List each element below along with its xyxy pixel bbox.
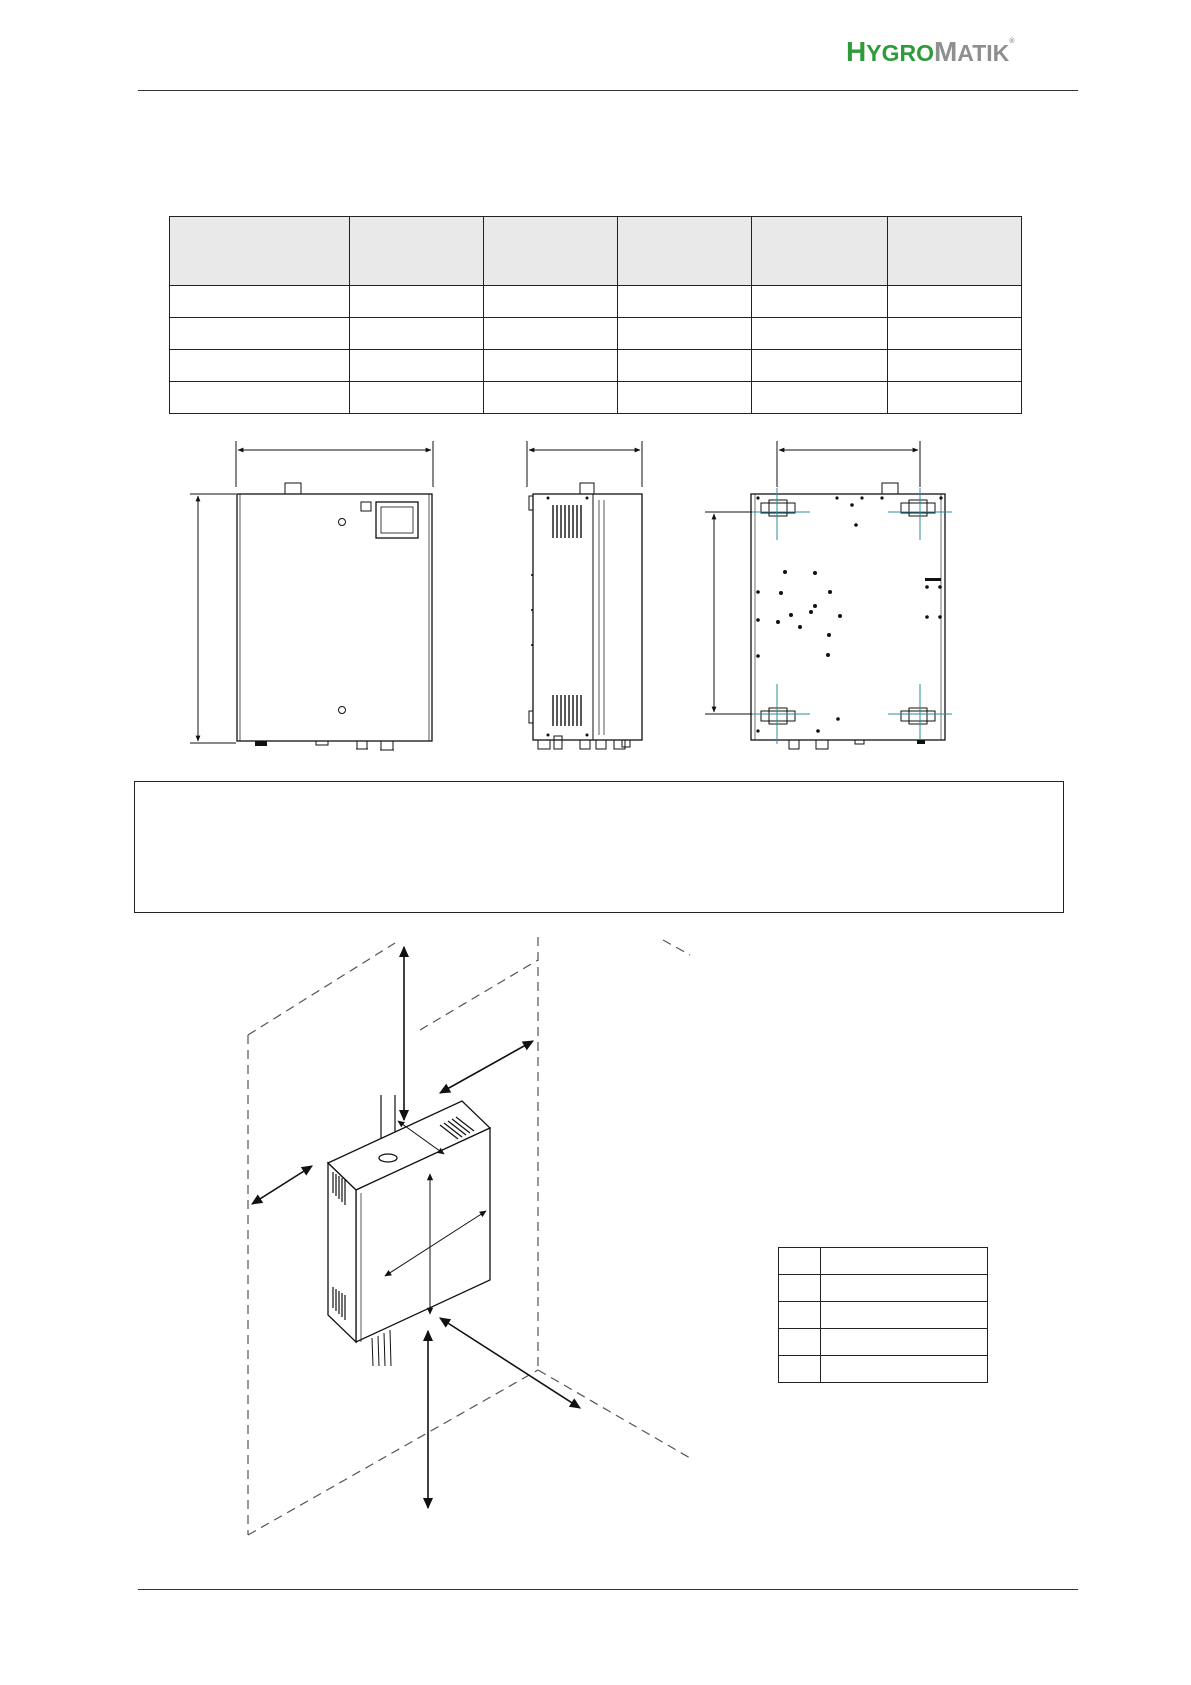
legend-row xyxy=(779,1248,988,1275)
legend-value-cell xyxy=(821,1329,988,1356)
unit-box xyxy=(328,1101,490,1366)
logo-text-atik: ATIK xyxy=(957,40,1010,66)
logo-registered-mark: ® xyxy=(1009,38,1015,45)
legend-key-cell xyxy=(779,1248,821,1275)
legend-value-cell xyxy=(821,1248,988,1275)
legend-row xyxy=(779,1302,988,1329)
legend-row xyxy=(779,1275,988,1302)
legend-key-cell xyxy=(779,1356,821,1383)
logo-text-ygro: YGRO xyxy=(866,40,934,66)
legend-table xyxy=(778,1247,988,1383)
footer-divider xyxy=(138,1589,1078,1590)
legend-key-cell xyxy=(779,1275,821,1302)
legend-key-cell xyxy=(779,1329,821,1356)
legend-row xyxy=(779,1329,988,1356)
legend-value-cell xyxy=(821,1356,988,1383)
legend-value-cell xyxy=(821,1275,988,1302)
legend-value-cell xyxy=(821,1302,988,1329)
logo-letter-h: H xyxy=(846,36,867,67)
legend-row xyxy=(779,1356,988,1383)
logo-letter-m: M xyxy=(933,36,958,67)
legend-key-cell xyxy=(779,1302,821,1329)
